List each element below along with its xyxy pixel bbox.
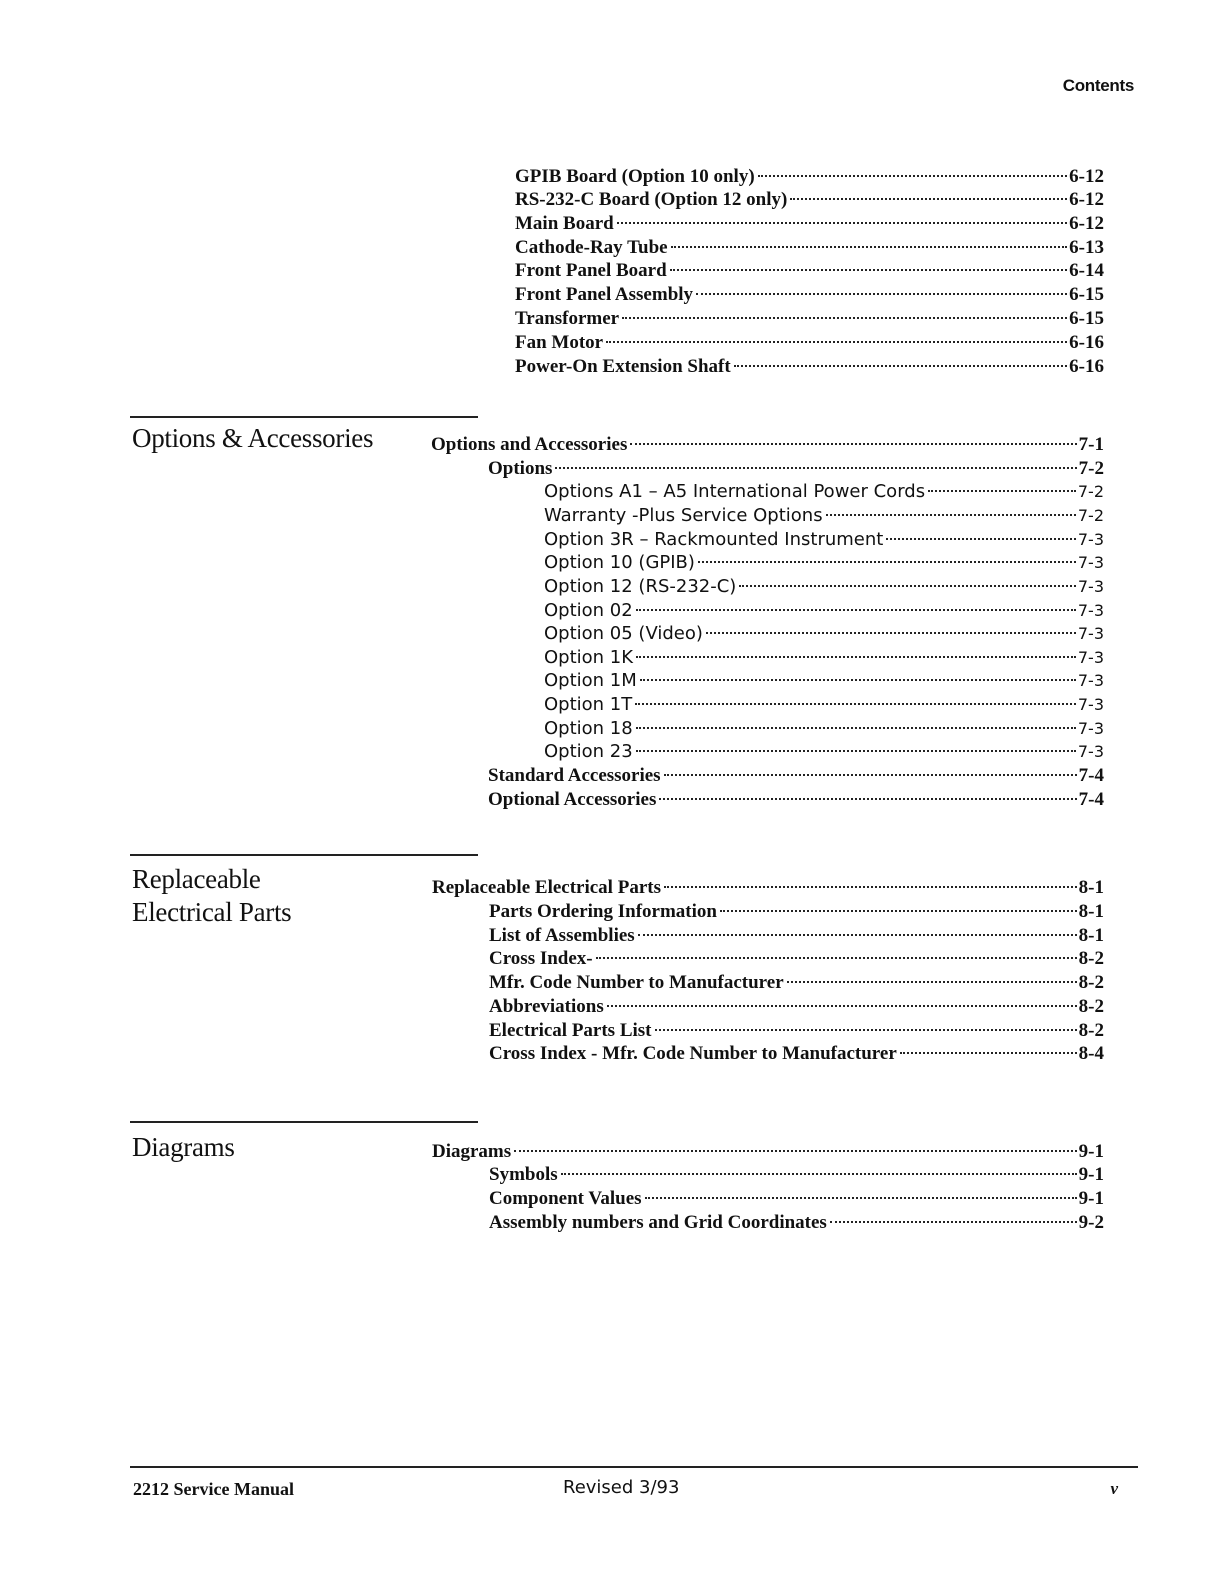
toc-entry[interactable] [489, 971, 1104, 995]
dot-leader [606, 341, 1067, 343]
toc-entry-label: Abbreviations [489, 996, 604, 1017]
toc-entry-page: 7-3 [1077, 742, 1104, 761]
dot-leader [636, 656, 1076, 658]
toc-entry-label: GPIB Board (Option 10 only) [515, 166, 755, 187]
dot-leader [900, 1052, 1077, 1054]
dot-leader [698, 561, 1076, 563]
toc-entry-page: 8-1 [1078, 901, 1104, 922]
toc-entry[interactable] [544, 646, 1104, 670]
toc-entry-label: Option 05 (Video) [544, 623, 703, 644]
footer-manual-title: 2212 Service Manual [133, 1479, 294, 1499]
toc-entry[interactable] [489, 900, 1104, 924]
dot-leader [664, 774, 1077, 776]
dot-leader [636, 727, 1076, 729]
toc-entry-page: 8-1 [1078, 925, 1104, 946]
toc-entry-page: 6-16 [1069, 332, 1104, 353]
dot-leader [787, 981, 1077, 983]
dot-leader [645, 1197, 1077, 1199]
toc-entry-page: 8-2 [1078, 996, 1104, 1017]
dot-leader [696, 293, 1067, 295]
toc-entry-page: 6-15 [1069, 308, 1104, 329]
toc-entry-page: 7-3 [1077, 553, 1104, 572]
dot-leader [886, 538, 1076, 540]
toc-entry-label: Options A1 – A5 International Power Cords [544, 481, 926, 502]
section-title-line: Replaceable [132, 864, 261, 894]
toc-entry-page: 9-1 [1078, 1164, 1104, 1185]
toc-entry[interactable] [515, 212, 1104, 236]
toc-entry-chapter[interactable] [431, 433, 1104, 457]
toc-entry-label: Option 1M [544, 670, 637, 691]
toc-entry-label: List of Assemblies [489, 925, 635, 946]
toc-entry-page: 6-16 [1069, 356, 1104, 377]
page-number: v [1110, 1479, 1118, 1498]
dot-leader [758, 175, 1068, 177]
toc-entry-label: Fan Motor [515, 332, 604, 353]
toc-entry-page: 7-3 [1077, 577, 1104, 596]
toc-entry[interactable] [515, 331, 1104, 355]
dot-leader [635, 703, 1076, 705]
toc-entry[interactable] [544, 622, 1104, 646]
toc-entry[interactable] [515, 165, 1104, 189]
toc-entry[interactable] [544, 551, 1104, 575]
toc-entry[interactable] [489, 1042, 1104, 1066]
dot-leader [671, 246, 1068, 248]
toc-entry-page: 7-3 [1077, 695, 1104, 714]
toc-entry-label: Options and Accessories [431, 434, 628, 455]
dot-leader [720, 910, 1077, 912]
toc-entry[interactable] [544, 717, 1104, 741]
toc-entry-label: RS-232-C Board (Option 12 only) [515, 189, 788, 210]
toc-entry[interactable] [489, 1211, 1104, 1235]
dot-leader [830, 1221, 1077, 1223]
toc-entry[interactable] [544, 528, 1104, 552]
toc-entry-page: 6-13 [1069, 237, 1104, 258]
toc-entry-label: Option 3R – Rackmounted Instrument [544, 529, 884, 550]
footer-divider [130, 1466, 1138, 1468]
toc-entry-page: 8-2 [1078, 948, 1104, 969]
toc-entry[interactable] [544, 740, 1104, 764]
section-title-line: Electrical Parts [132, 897, 292, 927]
dot-leader [826, 514, 1076, 516]
toc-entry-page: 7-3 [1077, 648, 1104, 667]
dot-leader [659, 798, 1076, 800]
dot-leader [596, 957, 1077, 959]
section-divider [130, 416, 478, 418]
toc-entry-page: 7-3 [1077, 601, 1104, 620]
toc-entry[interactable] [488, 788, 1104, 812]
toc-entry-label: Standard Accessories [488, 765, 661, 786]
toc-entry-page: 9-2 [1078, 1212, 1104, 1233]
toc-entry-label: Parts Ordering Information [489, 901, 717, 922]
toc-entry-label: Main Board [515, 213, 614, 234]
toc-entry[interactable] [515, 259, 1104, 283]
dot-leader [790, 198, 1067, 200]
dot-leader [636, 750, 1076, 752]
toc-entry[interactable] [488, 764, 1104, 788]
toc-entry-label: Option 10 (GPIB) [544, 552, 695, 573]
toc-entry-label: Option 12 (RS-232-C) [544, 576, 737, 597]
toc-entry-chapter[interactable] [432, 876, 1104, 900]
toc-entry[interactable] [515, 355, 1104, 379]
toc-entry-label: Option 1T [544, 694, 633, 715]
toc-entry[interactable] [489, 1163, 1104, 1187]
toc-entry-page: 7-1 [1078, 434, 1104, 455]
toc-entry-label: Front Panel Board [515, 260, 667, 281]
toc-entry-label: Option 02 [544, 600, 633, 621]
toc-entry[interactable] [515, 307, 1104, 331]
toc-entry-label: Cross Index - Mfr. Code Number to Manufacturer [489, 1043, 897, 1064]
toc-entry-page: 7-4 [1078, 765, 1104, 786]
dot-leader [734, 365, 1067, 367]
toc-entry-page: 6-15 [1069, 284, 1104, 305]
toc-entry-page: 6-12 [1069, 189, 1104, 210]
running-header: Contents [1062, 76, 1134, 95]
toc-entry-label: Option 1K [544, 647, 634, 668]
toc-entry[interactable] [544, 504, 1104, 528]
toc-entry[interactable] [515, 236, 1104, 260]
toc-entry-label: Cathode-Ray Tube [515, 237, 668, 258]
toc-entry[interactable] [544, 693, 1104, 717]
toc-entry-label: Electrical Parts List [489, 1020, 652, 1041]
dot-leader [555, 467, 1076, 469]
toc-entry-label: Transformer [515, 308, 620, 329]
toc-entry-page: 8-2 [1078, 1020, 1104, 1041]
toc-entry-label: Replaceable Electrical Parts [432, 877, 661, 898]
toc-entry-chapter[interactable] [432, 1140, 1104, 1164]
toc-entry-page: 8-1 [1078, 877, 1104, 898]
dot-leader [607, 1005, 1077, 1007]
toc-entry-label: Front Panel Assembly [515, 284, 694, 305]
toc-entry-label: Optional Accessories [488, 789, 657, 810]
toc-entry-page: 7-2 [1078, 458, 1104, 479]
toc-entry[interactable] [489, 1187, 1104, 1211]
dot-leader [706, 632, 1076, 634]
footer-revision: Revised 3/93 [563, 1477, 680, 1498]
toc-entry-page: 9-1 [1078, 1141, 1104, 1162]
toc-entry[interactable] [489, 995, 1104, 1019]
toc-entry-label: Option 18 [544, 718, 633, 739]
toc-entry[interactable] [489, 947, 1104, 971]
toc-entry-page: 8-2 [1078, 972, 1104, 993]
toc-entry-page: 7-3 [1077, 624, 1104, 643]
dot-leader [739, 585, 1076, 587]
dot-leader [640, 679, 1076, 681]
toc-entry-label: Power-On Extension Shaft [515, 356, 731, 377]
dot-leader [664, 886, 1077, 888]
toc-entry-page: 6-12 [1069, 166, 1104, 187]
dot-leader [638, 934, 1077, 936]
toc-entry-page: 9-1 [1078, 1188, 1104, 1209]
toc-entry-page: 7-4 [1078, 789, 1104, 810]
toc-entry[interactable] [515, 188, 1104, 212]
toc-entry[interactable] [488, 457, 1104, 481]
toc-entry-label: Options [488, 458, 553, 479]
toc-entry-page: 7-3 [1077, 671, 1104, 690]
dot-leader [928, 490, 1076, 492]
dot-leader [655, 1029, 1077, 1031]
toc-entry-label: Diagrams [432, 1141, 512, 1162]
dot-leader [636, 609, 1076, 611]
toc-entry-label: Option 23 [544, 741, 633, 762]
toc-entry-page: 8-4 [1078, 1043, 1104, 1064]
section-divider [130, 1121, 478, 1123]
dot-leader [617, 222, 1067, 224]
section-title-options-accessories: Options & Accessories [132, 423, 374, 453]
toc-entry-page: 7-2 [1077, 506, 1104, 525]
section-title-replaceable-electrical-parts [132, 863, 291, 929]
toc-entry[interactable] [544, 480, 1104, 504]
dot-leader [514, 1150, 1077, 1152]
dot-leader [622, 317, 1067, 319]
section-title-diagrams: Diagrams [132, 1132, 235, 1162]
toc-entry[interactable] [544, 669, 1104, 693]
dot-leader [630, 443, 1076, 445]
toc-entry-label: Assembly numbers and Grid Coordinates [489, 1212, 827, 1233]
dot-leader [670, 269, 1068, 271]
toc-entry[interactable] [544, 575, 1104, 599]
toc-entry-page: 7-3 [1077, 719, 1104, 738]
toc-entry-label: Mfr. Code Number to Manufacturer [489, 972, 784, 993]
dot-leader [561, 1173, 1077, 1175]
toc-entry[interactable] [544, 599, 1104, 623]
toc-entry[interactable] [489, 1019, 1104, 1043]
toc-entry-page: 6-12 [1069, 213, 1104, 234]
toc-entry-page: 7-2 [1077, 482, 1104, 501]
toc-entry-label: Symbols [489, 1164, 558, 1185]
toc-entry[interactable] [515, 283, 1104, 307]
section-divider [130, 854, 478, 856]
toc-entry-page: 6-14 [1069, 260, 1104, 281]
toc-entry-label: Cross Index- [489, 948, 593, 969]
toc-entry[interactable] [489, 924, 1104, 948]
toc-entry-page: 7-3 [1077, 530, 1104, 549]
toc-entry-label: Component Values [489, 1188, 642, 1209]
toc-entry-label: Warranty -Plus Service Options [544, 505, 823, 526]
